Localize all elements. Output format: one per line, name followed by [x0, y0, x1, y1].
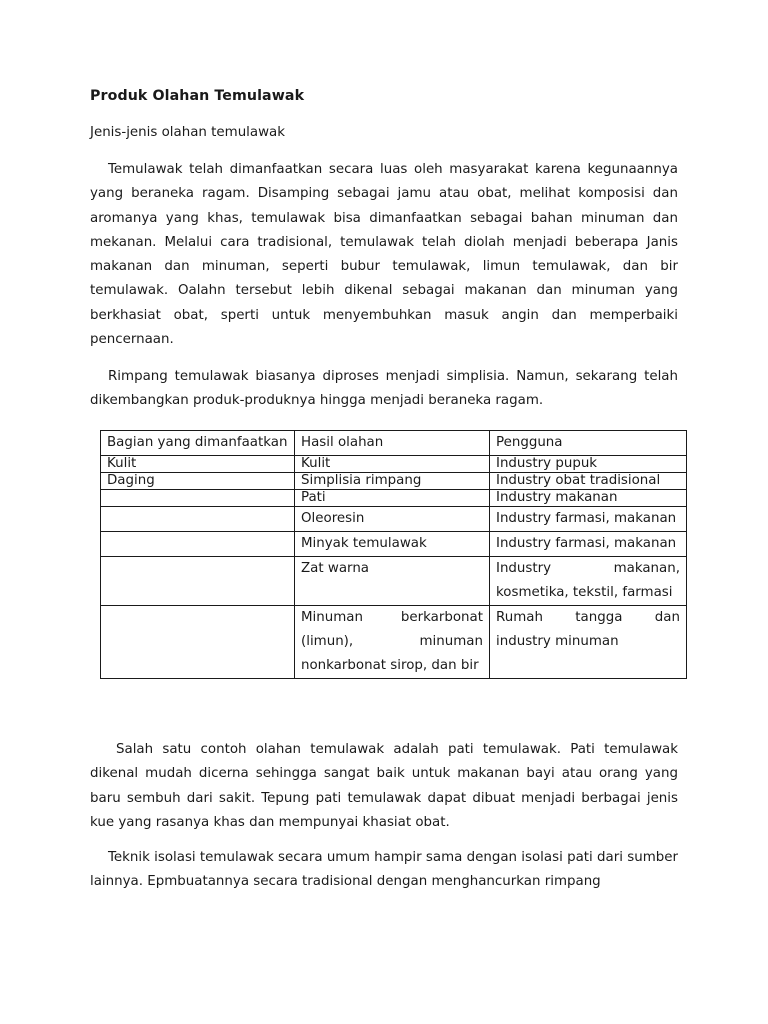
table-header-cell: Bagian yang dimanfaatkan — [101, 431, 295, 456]
page-title: Produk Olahan Temulawak — [90, 88, 305, 104]
table-row — [101, 490, 687, 507]
table-header-cell: Hasil olahan — [295, 431, 490, 456]
table-cell — [101, 532, 295, 557]
table-row — [101, 557, 687, 606]
table-cell: Industry makanan, kosmetika, tekstil, farmasi — [490, 557, 687, 606]
table-cell: Minyak temulawak — [295, 532, 490, 557]
table-cell: Kulit — [101, 456, 295, 473]
table-row — [101, 473, 687, 490]
table-cell — [101, 507, 295, 532]
table-cell: Oleoresin — [295, 507, 490, 532]
table-cell: Industry pupuk — [490, 456, 687, 473]
table-cell: Pati — [295, 490, 490, 507]
table-cell: Minuman berkarbonat (limun), minuman nonkarbonat sirop, dan bir — [295, 606, 490, 679]
table-row — [101, 456, 687, 473]
table-cell: Zat warna — [295, 557, 490, 606]
table-cell: Industry farmasi, makanan — [490, 507, 687, 532]
section-subtitle: Jenis-jenis olahan temulawak — [90, 125, 286, 140]
paragraph-rimpang: Rimpang temulawak biasanya diproses menjadi simplisia. Namun, sekarang telah dikembangkan produk-produknya hingga menjadi beraneka ragam. — [90, 369, 678, 409]
table-cell: Kulit — [295, 456, 490, 473]
paragraph-intro: Temulawak telah dimanfaatkan secara luas oleh masyarakat karena kegunaannya yang beraneka ragam. Disamping sebagai jamu atau obat, melihat komposisi dan aromanya yang khas, temulawak bisa dimanfaatkan sebagai bahan minuman dan mekanan. Melalui cara tradisional, temulawak telah diolah menjadi beberapa Janis makanan dan minuman, seperti bubur temulawak, limun temulawak, dan bir temulawak. Oalahn tersebut lebih dikenal sebagai makanan dan minuman yang berkhasiat obat, sperti untuk menyembuhkan masuk angin dan memperbaiki pencernaan. — [90, 162, 678, 348]
product-table — [100, 430, 687, 679]
paragraph-pati: Salah satu contoh olahan temulawak adalah pati temulawak. Pati temulawak dikenal mudah dicerna sehingga sangat baik untuk makanan bayi atau orang yang baru sembuh dari sakit. Tepung pati temulawak dapat dibuat menjadi berbagai jenis kue yang rasanya khas dan mempunyai khasiat obat. — [90, 742, 678, 830]
paragraph-isolasi: Teknik isolasi temulawak secara umum hampir sama dengan isolasi pati dari sumber lainnya. Epmbuatannya secara tradisional dengan menghancurkan rimpang — [90, 850, 678, 890]
table-cell — [101, 606, 295, 679]
table-cell: Simplisia rimpang — [295, 473, 490, 490]
table-row — [101, 507, 687, 532]
table-row — [101, 532, 687, 557]
table-cell: Industry farmasi, makanan — [490, 532, 687, 557]
table-cell: Industry obat tradisional — [490, 473, 687, 490]
table-cell: Industry makanan — [490, 490, 687, 507]
table-cell: Daging — [101, 473, 295, 490]
table-header-row — [101, 431, 687, 456]
table-cell: Rumah tangga dan industry minuman — [490, 606, 687, 679]
table-cell — [101, 490, 295, 507]
table-cell — [101, 557, 295, 606]
table-header-cell: Pengguna — [490, 431, 687, 456]
table-row — [101, 606, 687, 679]
